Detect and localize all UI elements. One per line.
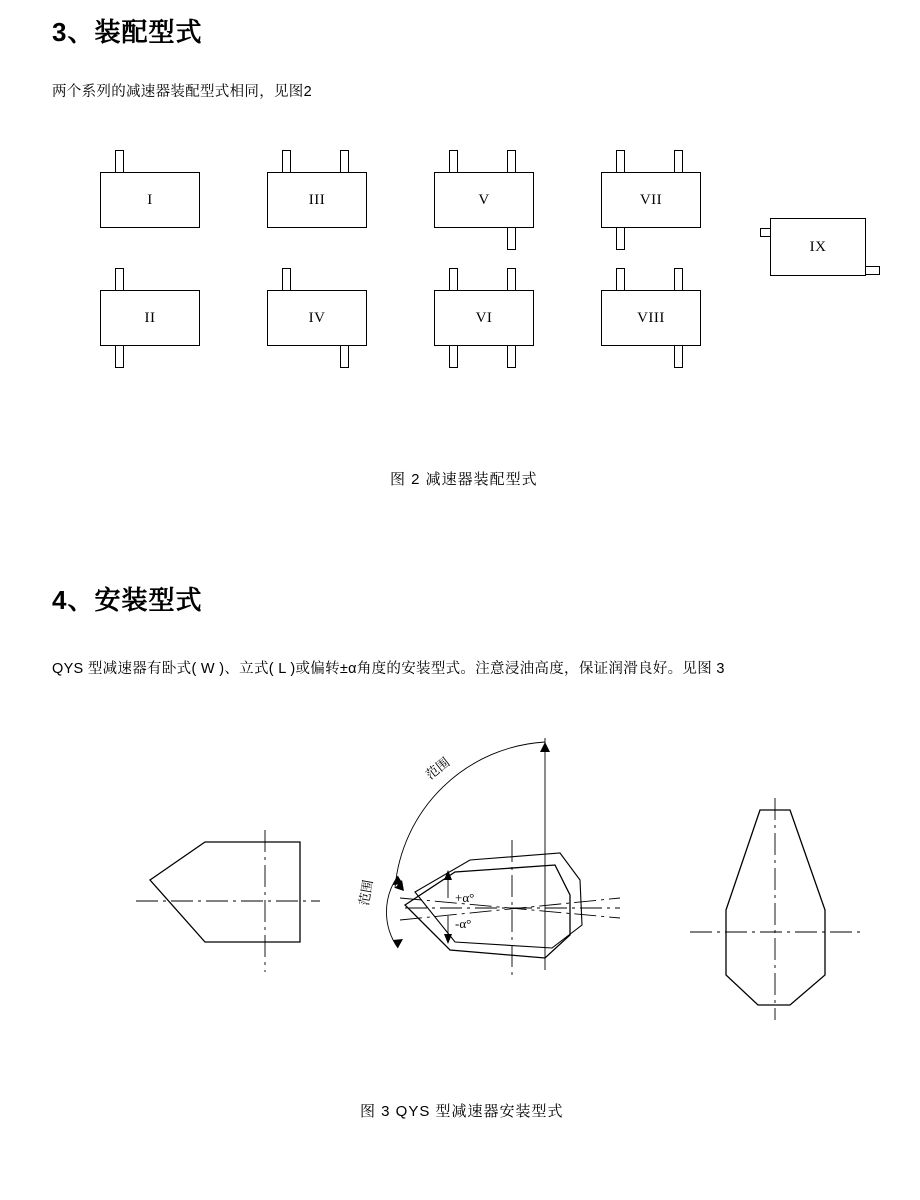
gearbox-body [100,172,200,228]
shaft-top-left [449,150,458,174]
range-label-upper: 范围 [422,754,453,783]
shaft-top-right [507,150,516,174]
shaft-bottom-right [507,226,516,250]
shaft-bottom-right [340,344,349,368]
angle-plus-label: +α° [455,890,475,905]
figure-2-caption: 图 2 减速器装配型式 [390,471,538,488]
section-3-heading: 3、装配型式 [52,17,203,47]
shaft-top-left [616,150,625,174]
assembly-unit-label: III [308,191,326,208]
shaft-top-right [674,150,683,174]
tilted-mount-view [386,738,620,975]
gearbox-body [770,218,866,276]
range-arc-upper [395,742,545,888]
shaft-top-right [507,268,516,292]
shaft-bottom-left [115,344,124,368]
horizontal-mount-view [136,830,320,972]
shaft-top-left [282,268,291,292]
gearbox-body [100,290,200,346]
shaft-top-right [674,268,683,292]
angle-minus-label: -α° [455,916,472,931]
shaft-top-right [340,150,349,174]
range-label-lower: 范围 [356,878,376,907]
vertical-mount-view [690,798,860,1020]
shaft-top-left [282,150,291,174]
section-3-paragraph: 两个系列的减速器装配型式相同，见图2 [52,84,312,100]
assembly-unit-label: IX [809,238,827,255]
assembly-unit-label: VIII [637,309,665,326]
section-4-paragraph: QYS 型减速器有卧式( W )、立式( L )或偏转±α角度的安装型式。注意浸油高度，保证润滑良好。见图 3 [52,661,725,677]
assembly-unit-label: IV [308,309,326,326]
assembly-unit-label: VI [475,309,493,326]
shaft-top-left [115,268,124,292]
gearbox-body [434,290,534,346]
gearbox-body [267,290,367,346]
figure-3-mounting-types [0,720,920,1080]
gearbox-body [267,172,367,228]
shaft-bottom-left [449,344,458,368]
assembly-unit-label: I [147,191,153,208]
figure-3-caption: 图 3 QYS 型减速器安装型式 [360,1103,564,1120]
assembly-unit-label: V [478,191,490,208]
section-4-heading: 4、安装型式 [52,585,203,615]
assembly-unit-label: II [144,309,156,326]
gearbox-body [601,172,701,228]
shaft-top-left [616,268,625,292]
shaft-top-left [449,268,458,292]
figure-2-assembly-types [0,140,920,390]
shaft-bottom-left [616,226,625,250]
assembly-unit-label: VII [639,191,663,208]
shaft-top-left [115,150,124,174]
shaft-bottom-right [674,344,683,368]
gearbox-body [601,290,701,346]
shaft-bottom-right [507,344,516,368]
gearbox-body [434,172,534,228]
